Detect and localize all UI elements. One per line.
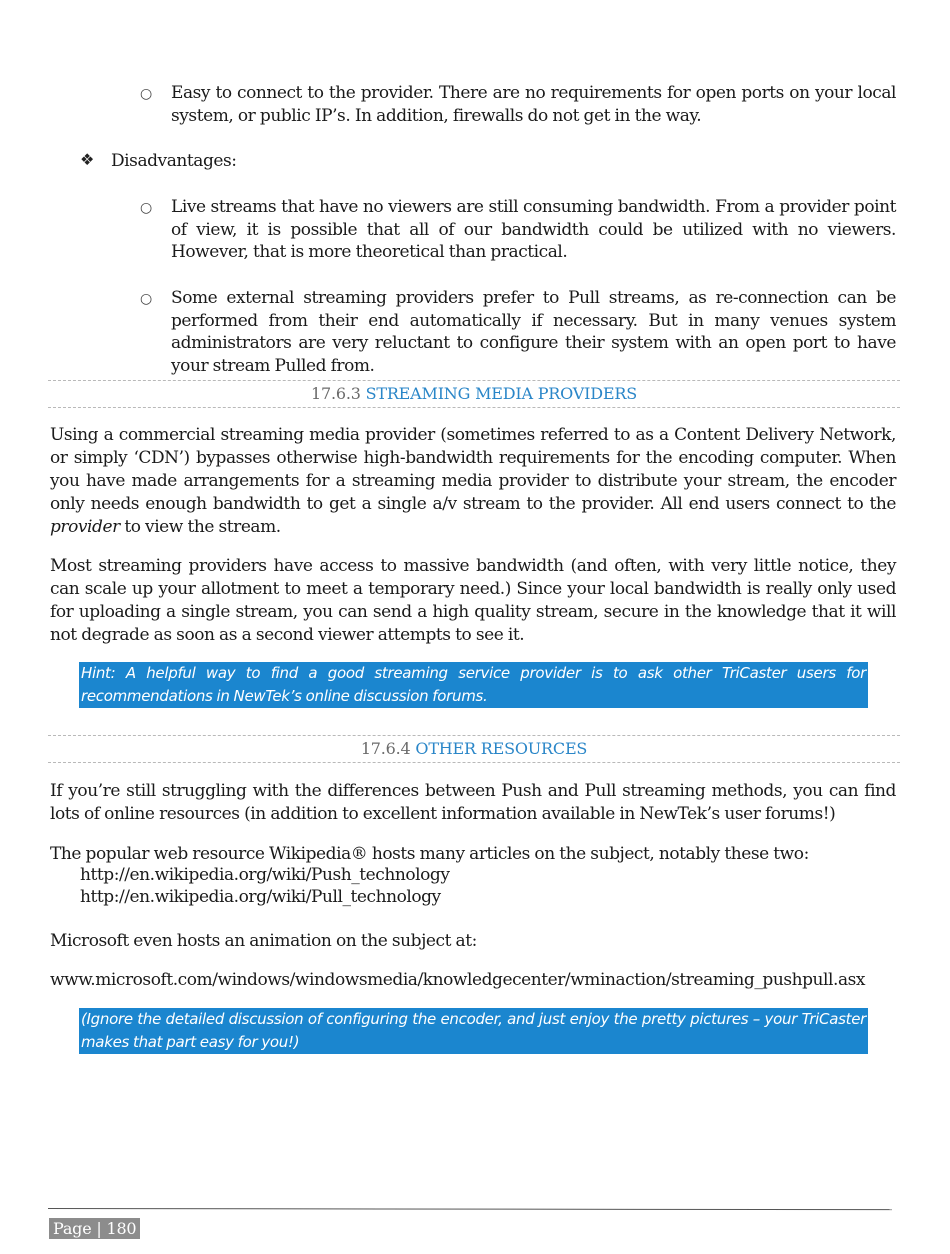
paragraph-microsoft: Microsoft even hosts an animation on the subject at:: [50, 931, 477, 951]
section-title: STREAMING MEDIA PROVIDERS: [365, 384, 637, 403]
link-pull-technology[interactable]: http://en.wikipedia.org/wiki/Pull_technology: [80, 887, 441, 907]
disadvantages-label: Disadvantages:: [111, 151, 237, 171]
section-heading-17-6-4: [48, 739, 900, 759]
circle-bullet-icon: ○: [140, 200, 153, 216]
paragraph-bandwidth: Most streaming providers have access to massive bandwidth (and often, with very little notice, they can scale up your allotment to meet a temporary need.) Since your local bandwidth is really only used for uploading a single stream, you can send a high quality stream, secure in the knowledge that it will not degrade as soon as a second viewer attempts to see it.: [50, 556, 896, 645]
page-number-badge: Page | 180: [49, 1218, 140, 1239]
paragraph-cdn: [50, 424, 896, 539]
list-item-easy-connect: Easy to connect to the provider. There are no requirements for open ports on your local system, or public IP’s. In addition, firewalls do not get in the way.: [171, 83, 896, 126]
diamond-bullet-icon: ❖: [80, 150, 95, 169]
circle-bullet-icon: ○: [140, 291, 153, 307]
link-microsoft-animation[interactable]: www.microsoft.com/windows/windowsmedia/knowledgecenter/wminaction/streaming_pushpull.asx: [50, 970, 866, 990]
paragraph-text: Using a commercial streaming media provider (sometimes referred to as a Content Delivery Network, or simply ‘CDN’) bypasses otherwise high-bandwidth requirements for the encoding computer. When you have made arrangements for a streaming media provider to distribute your stream, the encoder only needs enough bandwidth to get a single a/v stream to the provider. All end users connect to the: [50, 425, 896, 514]
link-push-technology[interactable]: http://en.wikipedia.org/wiki/Push_technology: [80, 865, 450, 885]
note-text: (Ignore the detailed discussion of configuring the encoder, and just enjoy the pretty pictures – your TriCaster makes that part easy for you!): [81, 1010, 866, 1051]
section-title: OTHER RESOURCES: [415, 739, 588, 758]
heading-rule-bottom: [48, 407, 900, 408]
hint-text: Hint: A helpful way to find a good streaming service provider is to ask other TriCaster users for recommendations in NewTek’s online discussion forums.: [81, 664, 866, 705]
list-item-pull-streams: Some external streaming providers prefer to Pull streams, as re-connection can be performed from their end automatically if necessary. But in many venues system administrators are very reluctant to configure their system with an open port to have your stream Pulled from.: [171, 288, 896, 376]
circle-bullet-icon: ○: [140, 86, 153, 102]
hint-box: [79, 662, 868, 708]
paragraph-text: to view the stream.: [119, 517, 281, 537]
section-heading-17-6-3: [48, 384, 900, 404]
heading-rule-top: [48, 380, 900, 381]
footer-rule: [48, 1208, 892, 1210]
heading-rule-top: [48, 735, 900, 736]
list-item-live-streams: Live streams that have no viewers are still consuming bandwidth. From a provider point of view, it is possible that all of our bandwidth could be utilized with no viewers. However, that is more theoretical than practical.: [171, 197, 896, 262]
note-box: [79, 1008, 868, 1054]
section-number: 17.6.4: [360, 739, 411, 758]
paragraph-struggling: If you’re still struggling with the differences between Push and Pull streaming methods, you can find lots of online resources (in addition to excellent information available in NewTek’s user forums!): [50, 781, 896, 824]
section-number: 17.6.3: [311, 384, 361, 403]
paragraph-wikipedia: The popular web resource Wikipedia® hosts many articles on the subject, notably these two:: [50, 844, 809, 864]
heading-rule-bottom: [48, 762, 900, 763]
emphasis-provider: provider: [50, 517, 120, 537]
